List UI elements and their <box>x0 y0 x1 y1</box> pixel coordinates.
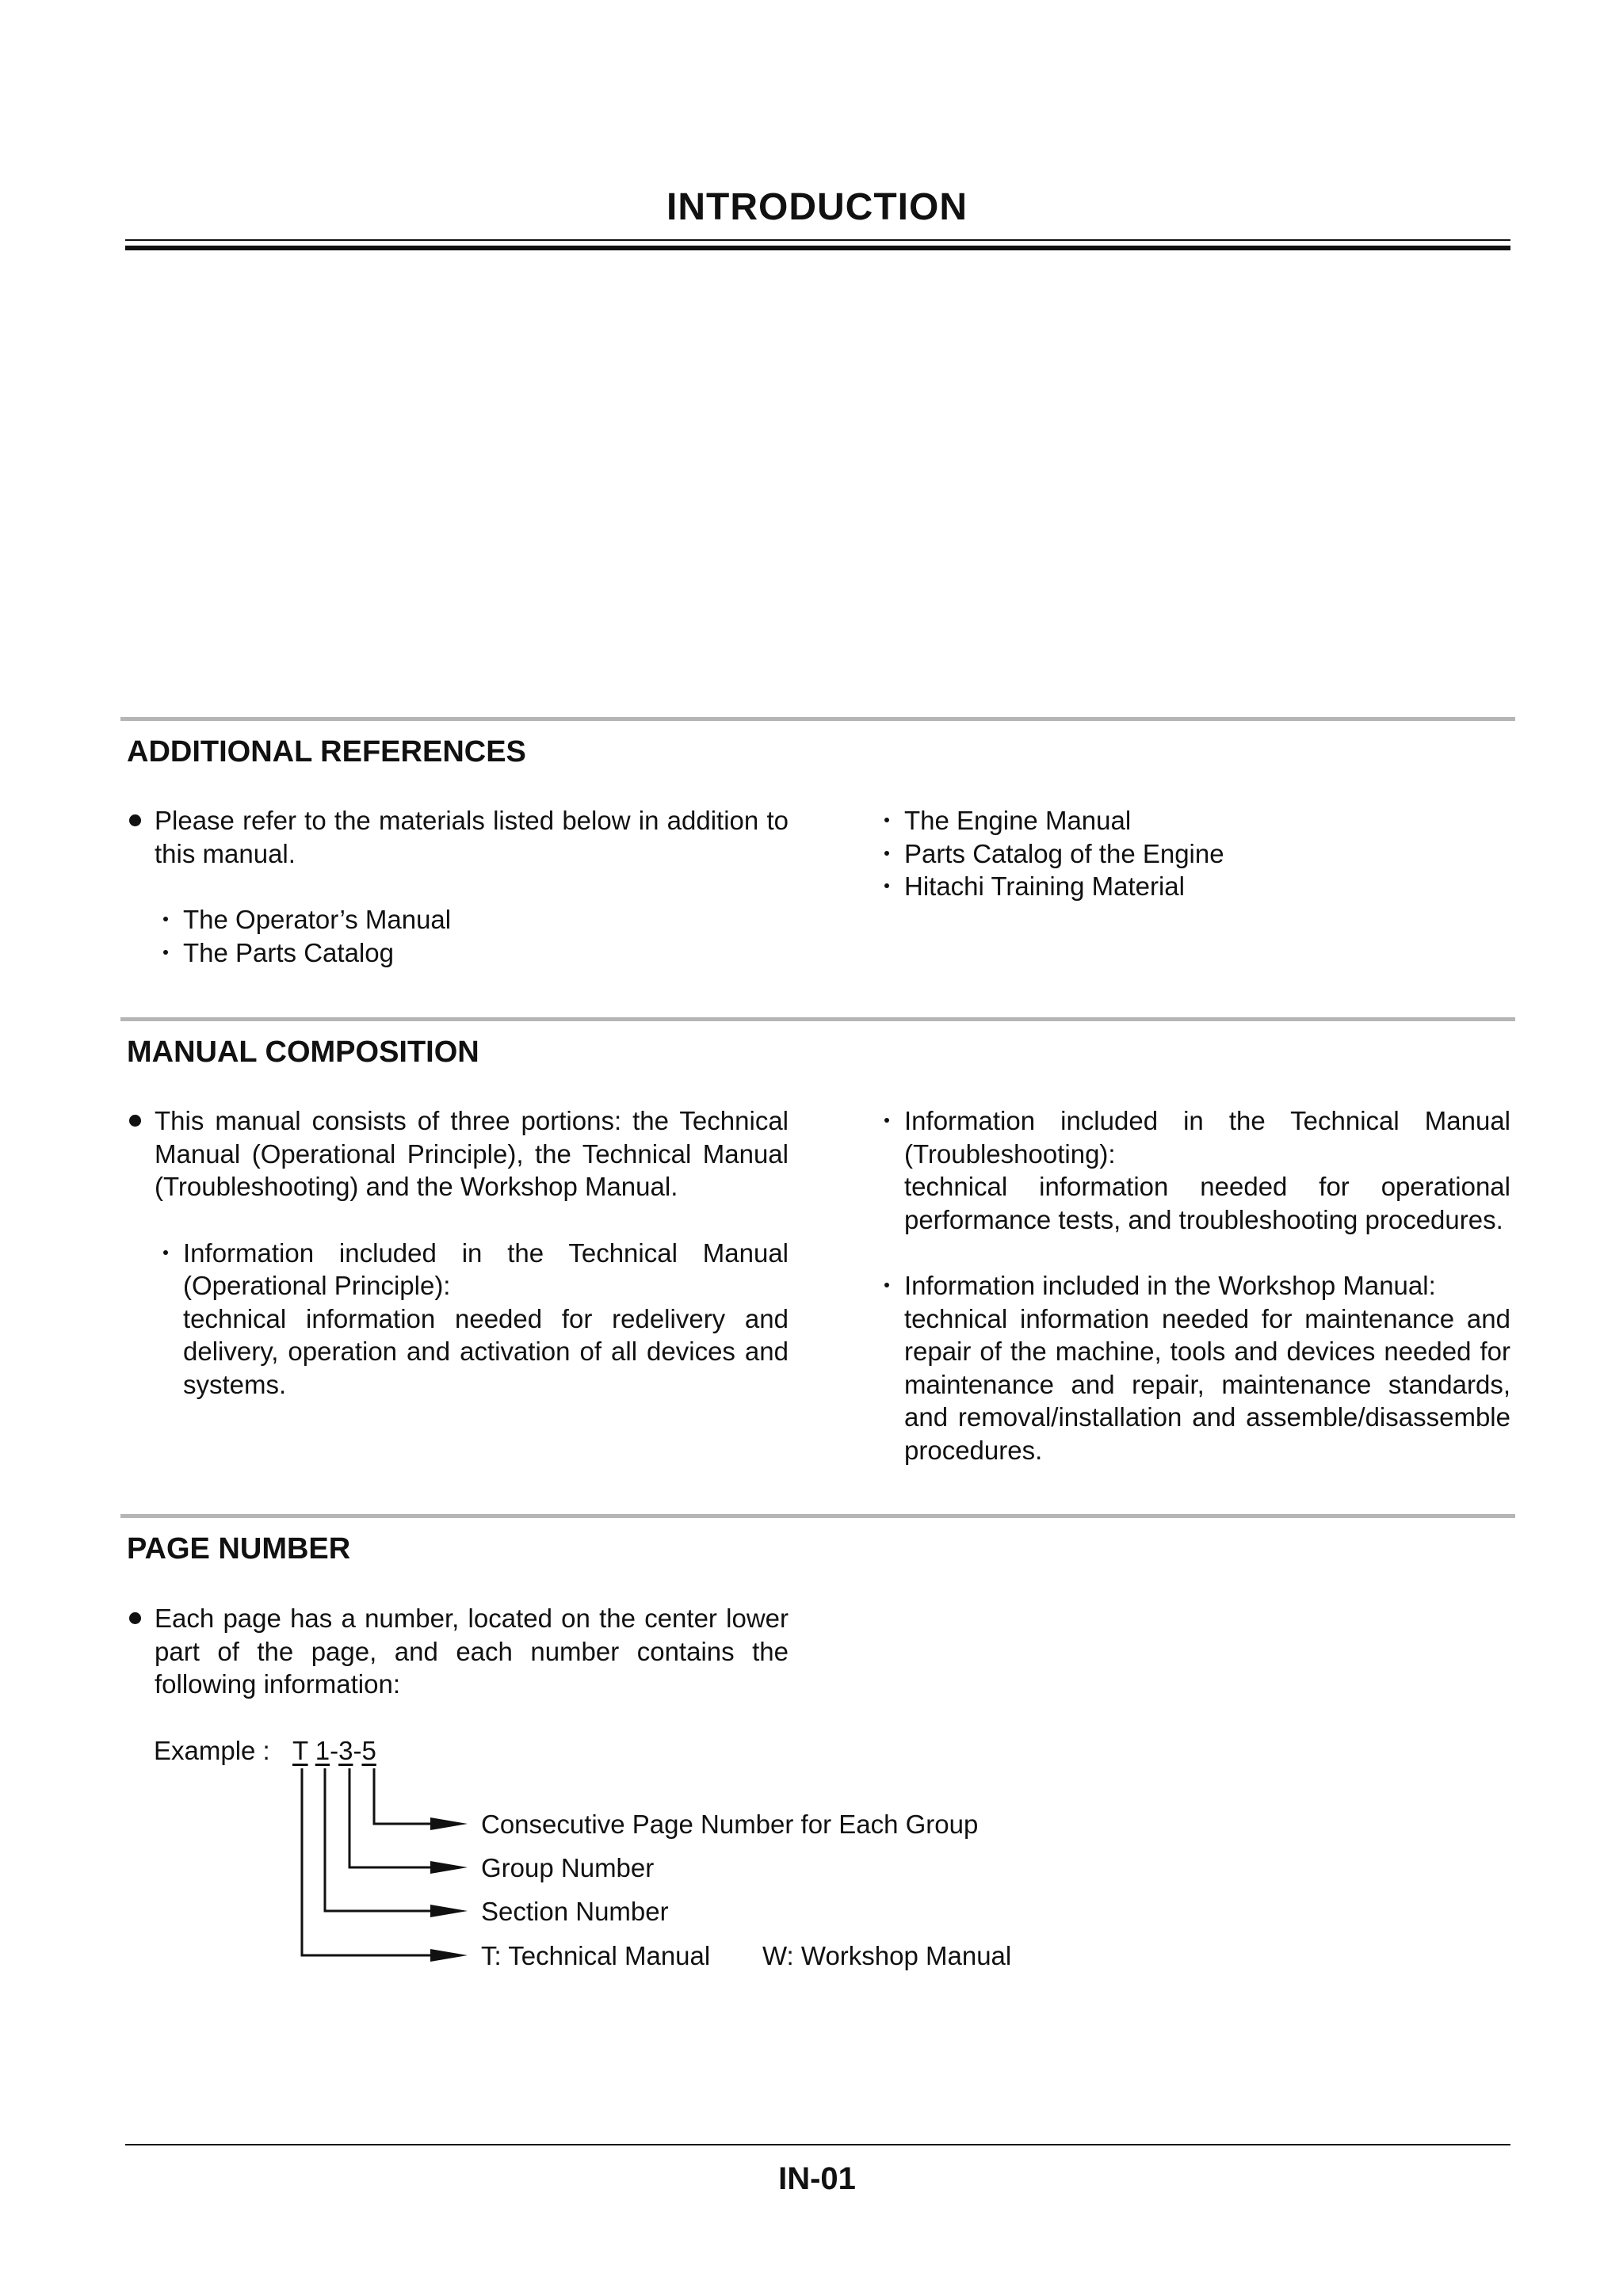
example-label: Example : <box>154 1736 270 1765</box>
composition-item-title: Information included in the Workshop Manual: <box>876 1269 1510 1302</box>
diagram-connector-lines <box>302 1768 432 1955</box>
reference-item: Parts Catalog of the Engine <box>876 837 1510 871</box>
label-workshop-manual: W: Workshop Manual <box>762 1941 1012 1970</box>
label-technical-manual: T: Technical Manual <box>481 1941 711 1970</box>
manual-composition-intro: This manual consists of three portions: the Technical Manual (Operational Principle), the Technical Manual (Troubleshooting) and the Workshop Manual. <box>127 1104 789 1203</box>
composition-item-title: Information included in the Technical Manual (Troubleshooting): <box>876 1104 1510 1170</box>
reference-item: Hitachi Training Material <box>876 870 1510 903</box>
label-group-number: Group Number <box>481 1853 655 1882</box>
reference-item: The Engine Manual <box>876 804 1510 837</box>
reference-item: The Operator’s Manual <box>155 903 789 936</box>
label-consecutive-page-number: Consecutive Page Number for Each Group <box>481 1810 979 1839</box>
example-code-part: - <box>330 1736 339 1765</box>
page-number: IN-01 <box>778 2161 856 2196</box>
composition-item-title: Information included in the Technical Manual (Operational Principle): <box>155 1237 789 1302</box>
example-code-part: 5 <box>361 1736 376 1765</box>
example-code-part: 1 <box>315 1736 330 1765</box>
page-title: INTRODUCTION <box>666 186 968 228</box>
section-heading-additional-references: ADDITIONAL REFERENCES <box>127 735 526 769</box>
example-code-part: T <box>292 1736 308 1765</box>
page-number-intro: Each page has a number, located on the center lower part of the page, and each number contains the following information: <box>127 1602 789 1701</box>
composition-item-body: technical information needed for redelivery and delivery, operation and activation of all devices and systems. <box>183 1303 789 1399</box>
reference-item: The Parts Catalog <box>155 936 789 970</box>
footer-rule <box>125 2144 1510 2145</box>
composition-item-body: technical information needed for operational performance tests, and troubleshooting procedures. <box>904 1172 1510 1234</box>
diagram-arrowheads <box>430 1817 468 1962</box>
composition-item-body: technical information needed for maintenance and repair of the machine, tools and devices needed for maintenance and repair, maintenance standards, and removal/installation and assemble/disassemble procedures. <box>904 1303 1510 1465</box>
example-code-part: - <box>353 1736 362 1765</box>
section-heading-manual-composition: MANUAL COMPOSITION <box>127 1035 479 1069</box>
additional-references-intro: Please refer to the materials listed below in addition to this manual. <box>127 804 789 870</box>
section-heading-page-number: PAGE NUMBER <box>127 1532 351 1566</box>
label-section-number: Section Number <box>481 1897 669 1926</box>
example-code-part: 3 <box>338 1736 353 1765</box>
